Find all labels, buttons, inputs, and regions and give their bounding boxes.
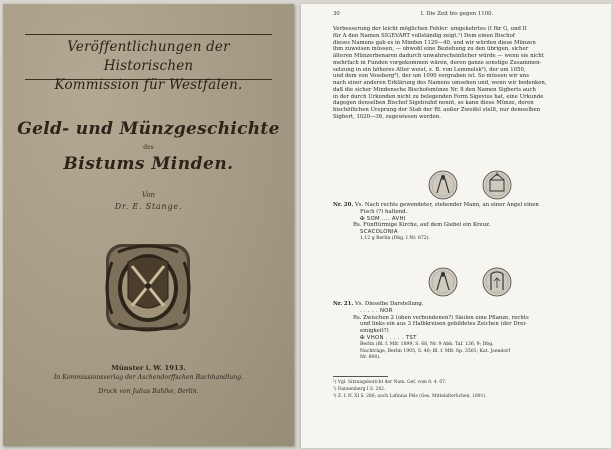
- entry-weight-provenance: 1,12 g Berlin (Dbg. I Nr. 872).: [360, 235, 430, 241]
- entry-line: und links ein aus 3 Halbkreisen gebildetes Zeichen (der Drei-: [360, 321, 527, 328]
- footnotes: [333, 379, 595, 401]
- book-cover: [3, 4, 294, 446]
- cover-title-line-2: Bistums Minden.: [63, 154, 234, 174]
- body-line: dieses Namens gab es in Minden 1120—40, und wir würden diese Münzen: [333, 39, 536, 46]
- cover-von: Von: [141, 191, 156, 199]
- body-line: daß die sicher Mindensche Bischofsmünze Nr. 8 den Namen Sigberts auch: [333, 86, 536, 93]
- body-line: bischöflichen Ursprung der Stab der Rf. außer Zweifel stellt, nur demselben: [333, 107, 541, 113]
- body-line: setzung in ein höheres Alter weist, z. B. von Lemmelsk²), der um 1050,: [333, 66, 526, 73]
- footnote-divider: [333, 376, 388, 377]
- footnote: ³) Z. f. N. XI S. 286; auch Lafinius Pels (Ges. Mittelalterlichen, 1891).: [333, 394, 487, 400]
- entry-line: Fisch (?) haltend.: [360, 208, 408, 215]
- coin-images-nr21: [401, 266, 541, 298]
- body-line: Sigbert, 1020—36, zugewiesen werden.: [333, 113, 441, 120]
- entry-legend: ✠ VHON . . . . . TST: [360, 334, 417, 341]
- body-line: in der durch Urkunden nicht zu belegenden Form Sigevius hat, eine Urkunde: [333, 93, 544, 100]
- entry-legend: ✠ SOM .... AVHI: [360, 215, 406, 222]
- entry-number: Nr. 21.: [333, 301, 354, 307]
- entry-reverse: Rs. Fünftürmige Kirche, auf dem Giebel ein Kreuz.: [353, 222, 491, 229]
- entry-provenance: Berlin (Bl. f. Mfr. 1899, S. 68, Nr. 9 Abb. Taf. 136, 9; Dbg.: [360, 341, 494, 347]
- catalog-entry-nr20: [333, 202, 595, 243]
- coat-of-arms-emblem: [98, 242, 198, 334]
- entry-provenance: Nachträge, Berlin 1905, S. 40; Bl. f. Mfr. Sp. 3501; Kat. Jsendorf: [360, 348, 511, 354]
- cover-imprint-publisher: In Kommissionsverlag der Aschendorffschen Buchhandlung.: [53, 374, 244, 381]
- entry-legend: . . . . . NOR: [360, 307, 393, 314]
- cover-author: Dr. E. Stange.: [114, 202, 183, 211]
- entry-legend: SCACOLONIA: [360, 229, 398, 236]
- page-number: 30: [333, 11, 340, 17]
- book-page-30: [301, 4, 611, 448]
- cover-title-line-1: Geld- und Münzgeschichte: [17, 119, 280, 139]
- entry-line: einigkeit?): [360, 328, 389, 335]
- body-paragraph: [333, 26, 595, 121]
- entry-provenance: Nr. 800).: [360, 355, 381, 361]
- body-line: nach einer anderen Erklärung des Namens umsehen und, wenn wir bedenken,: [333, 80, 547, 86]
- cover-imprint-place-year: Münster i. W. 1913.: [111, 364, 186, 372]
- body-line: älteren Münzerbenaren dadurch unwahrscheinlicher würde — wenn sie nicht: [333, 53, 544, 59]
- entry-reverse: Rs. Zwischen 2 (oben verbundenen?) Säulen eine Pflanze, rechts: [353, 314, 529, 321]
- body-line: für A den Namen SIGEVART vollständig zeigt.¹) Dem einen Bischof: [333, 32, 515, 39]
- footnote: ²) Dannenberg I S. 282.: [333, 387, 386, 393]
- coin-images-nr20: [401, 169, 541, 201]
- body-line: ihm zuweisen müssen, — obwohl eine Beziehung zu den übrigen, sicher: [333, 46, 529, 53]
- series-line-1: Veröffentlichungen der Historischen: [67, 39, 230, 74]
- entry-obverse: Vs. Nach rechts gewendeter, stehender Mann, an einer Angel einen: [354, 202, 539, 208]
- body-line: dagegen denselben Bischof Sigebrahd nennt, so kann diese Münze, deren: [333, 100, 534, 107]
- running-head: I. Die Zeit bis gegen 1100.: [420, 11, 494, 17]
- series-line-2: Kommission für Westfalen.: [54, 77, 243, 93]
- entry-number: Nr. 20.: [333, 202, 354, 208]
- body-line: Verbesserung der leicht möglichen Fehler: umgekehrtes (I für G, und II: [333, 26, 527, 32]
- series-title-box: [25, 34, 272, 93]
- entry-obverse: Vs. Dieselbe Darstellung.: [354, 301, 424, 307]
- cover-title-des: des: [143, 144, 154, 151]
- footnote: ¹) Vgl. Sitzungsbericht der Num. Gef. vom 8. 4. 07.: [333, 380, 447, 385]
- catalog-entry-nr21: [333, 301, 595, 362]
- page-header: [315, 11, 599, 21]
- body-line: mehrfach in Funden vorgekommen wären, deren ganze sonstige Zusammen-: [333, 59, 542, 66]
- body-line: und dem von Vossberg³), der um 1090 vergraben ist. So müssen wir uns: [333, 73, 529, 80]
- cover-imprint-printer: Druck von Julius Bahlke, Berlin.: [98, 388, 199, 395]
